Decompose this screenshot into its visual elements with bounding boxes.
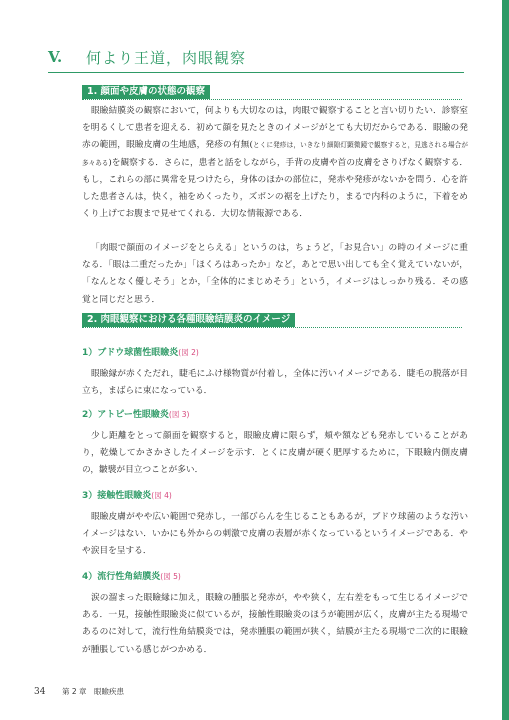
- figure-ref-2: (図 3): [168, 410, 190, 419]
- section-heading-2: 2. 肉眼観察における各種眼瞼結膜炎のイメージ: [82, 313, 295, 327]
- chapter-rule: [48, 72, 464, 73]
- running-chapter-label: 第 2 章 眼瞼疾患: [62, 687, 125, 696]
- subsection-title-3: 3）接触性眼瞼炎: [82, 491, 152, 501]
- para1-part-b: )を観察する．さらに，患者と話をしながら，手背の皮膚や首の皮膚をさりげなく観察する．もし，これらの部に異常を見つけたら，身体のほかの部位に，発赤や発疹がないかを問う．心を許した患者さんは，快く，袖をめくったり，ズボンの裾を上げたり，まるで内科のように，下着をめくり上げてお腹まで見せてくれる．大切な情報源である．: [82, 157, 469, 220]
- para2-text: 「肉眼で顔面のイメージをとらえる」というのは，ちょうど，「お見合い」の時のイメージに重なる．「眼は二重だったか」「ほくろはあったか」など，あとで思い出しても全く覚えていないが，「なんとなく優しそう」とか，「全体的にまじめそう」という，イメージはしっかり残る．その感覚と同じだと思う．: [82, 243, 468, 305]
- page-footer: [34, 686, 124, 697]
- para1-part-a: 眼瞼結膜炎の観察において，何よりも大切なのは，肉眼で観察することと言い切りたい．診察室を明るくして患者を迎える．初めて顔を見たときのイメージがとても大切だからである．眼瞼の発赤の範囲，眼瞼皮膚の生地感，発疹の有無(: [82, 106, 468, 151]
- subsection-title-4: 4）流行性角結膜炎: [82, 572, 161, 582]
- subsection-text-3: 眼瞼皮膚がやや広い範囲で発赤し，一部びらんを生じることもあるが，ブドウ球菌のような汚いイメージはない．いかにも外からの刺激で皮膚の表層が赤くなっているというイメージである．やや涙目を呈する．: [82, 512, 468, 557]
- subsection-text-2: 少し距離をとって顔面を観察すると，眼瞼皮膚に限らず，頬や額なども発赤していることがあり，乾燥してかさかさしたイメージを示す．とくに皮膚が硬く肥厚するために，下眼瞼内側皮膚の，皺襞が目立つことが多い．: [82, 431, 468, 476]
- subsection-title-1: 1）ブドウ球菌性眼瞼炎: [82, 348, 179, 358]
- subsection-text-4: 涙の溜まった眼瞼縁に加え，眼瞼の腫脹と発赤が，やや狭く，左右差をもって生じるイメージである．一見，接触性眼瞼炎に似ているが，接触性眼瞼炎のほうが範囲が広く，皮膚が主たる現場であるのに対して，流行性角結膜炎では，発赤腫脹の範囲が狭く，結膜が主たる現場で二次的に眼瞼が腫脹している感じがつかめる．: [82, 593, 468, 655]
- page-number: 34: [34, 687, 46, 697]
- figure-ref-3: (図 4): [151, 491, 172, 500]
- chapter-side-bar: [502, 0, 509, 720]
- section-rule-2: [82, 327, 462, 328]
- figure-ref-1: (図 2): [178, 348, 199, 357]
- subsection-title-2: 2）アトピー性眼瞼炎: [82, 410, 169, 420]
- chapter-heading: [48, 46, 408, 72]
- chapter-title: 何より王道，肉眼観察: [86, 49, 247, 67]
- subsection-heading-2: [82, 407, 189, 420]
- section1-paragraph-2: [82, 240, 468, 309]
- section-heading-1: 1. 顔面や皮膚の状態の観察: [82, 85, 210, 99]
- figure-ref-4: (図 5): [160, 572, 181, 581]
- section1-paragraph-1: [82, 103, 468, 223]
- section-rule-1: [82, 99, 462, 100]
- subsection-heading-4: [82, 569, 181, 582]
- chapter-number: V.: [48, 48, 63, 66]
- subsection-heading-1: [82, 345, 199, 358]
- subsection-text-1: 眼瞼縁が赤くただれ，睫毛にふけ様物質が付着し，全体に汚いイメージである．睫毛の脱落が目立ち，まばらに束になっている．: [82, 369, 468, 397]
- para1-note: とくに発疹は，いきなり細隙灯顕微鏡で観察すると，見逃される場合が多々ある: [82, 141, 468, 167]
- subsection-heading-3: [82, 488, 172, 501]
